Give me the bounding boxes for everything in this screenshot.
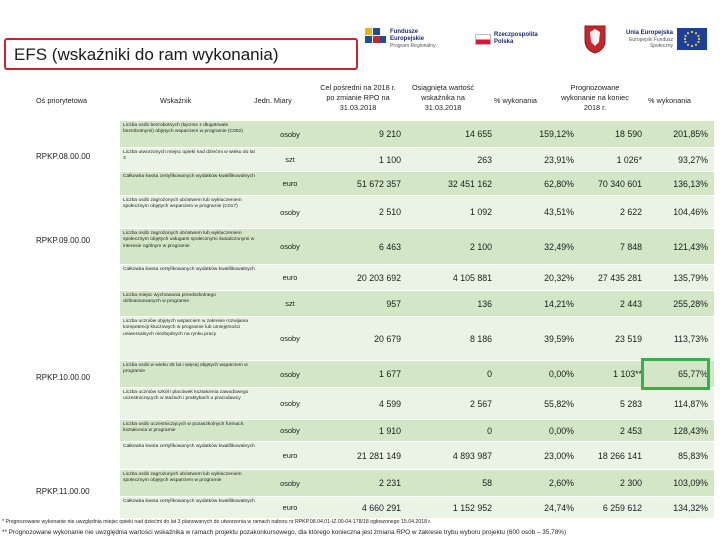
axis-label: RPKP.11.00.00 [36,487,90,496]
achieved-value: 8 186 [469,333,492,344]
header-achieved-l3: 31.03.2018 [424,103,462,112]
target-value: 1 910 [378,425,401,436]
achieved-value: 2 567 [469,398,492,409]
indicator-name: Liczba osób uczestniczących w pozaszkolnych formach kształcenia w programie [123,422,244,434]
indicator-name: Liczba osób zagrożonych ubóstwem lub wykluczeniem społecznym objętych wsparciem w programie (C017) [123,198,242,210]
achieved-value: 4 105 881 [452,272,492,283]
unit-value: euro [282,273,298,282]
table-row [120,290,714,316]
target-value: 20 679 [374,333,401,344]
rp-line2: Polska [494,39,514,45]
indicator-name: Liczba uczniów objętych wsparciem w zakresie rozwijania kompetencji kluczowych w programie lub umiejętności uniwersalnych niezbędnych na rynku pracy [123,319,249,337]
forecast-value: 7 848 [619,241,642,252]
execution-pct: 2,60% [549,478,574,488]
unit-value: osoby [280,426,300,435]
indicator-name: Liczba osób zagrożonych ubóstwem lub wykluczeniem społecznym objętych usługami społecznymi świadczonymi w interesie ogólnym w programie [123,231,255,249]
target-value: 2 231 [378,478,401,488]
header-achieved-l1: Osiągnięta wartość [411,83,475,92]
target-value: 957 [386,298,401,309]
table-row [120,469,714,496]
target-value: 9 210 [378,129,401,139]
indicator-name: Liczba osób bezrobotnych (łącznie z długotrwale bezrobotnymi) objętych wsparciem w programie (C002) [123,123,243,135]
forecast-pct: 134,32% [673,502,708,513]
forecast-value: 1 103** [613,369,642,379]
execution-pct: 32,49% [544,241,574,252]
poland-flag-icon [475,34,491,45]
execution-pct: 62,80% [544,178,574,189]
unit-value: osoby [280,334,300,343]
forecast-pct: 114,87% [673,398,708,409]
header-forecast [552,83,638,113]
rzeczpospolita-logo [475,22,567,56]
unia-europejska-logo [623,22,710,56]
target-value: 20 203 692 [356,272,401,283]
achieved-value: 263 [477,154,492,165]
eu-flag-icon [677,28,707,50]
forecast-value: 2 300 [619,478,642,488]
target-value: 21 281 149 [356,450,401,461]
achieved-value: 1 152 952 [452,502,492,513]
target-value: 1 677 [378,369,401,379]
forecast-pct: 136,13% [673,178,708,189]
region-emblem-logo [577,22,613,56]
unit-value: osoby [280,478,300,488]
execution-pct: 23,00% [544,450,574,461]
header-target [312,83,404,113]
rp-line1: Rzeczpospolita [494,32,538,38]
forecast-value: 18 590 [615,129,642,139]
forecast-value: 18 266 141 [597,450,642,461]
execution-pct: 159,12% [539,129,574,139]
execution-pct: 14,21% [544,298,574,309]
indicator-name: Całkowita kwota certyfikowanych wydatków kwalifikowalnych [123,444,255,449]
header-unit: Jedn. Miary [254,96,292,105]
header-forecast-l3: 2018 r. [583,103,607,112]
target-value: 1 100 [378,154,401,165]
achieved-value: 0 [487,369,492,379]
achieved-value: 58 [482,478,492,488]
table-row [120,419,714,441]
page-title: EFS (wskaźniki do ram wykonania) [4,38,358,70]
highlight-box [641,358,710,390]
fundusze-europejskie-logo [365,22,457,56]
target-value: 4 599 [378,398,401,409]
table-row [120,120,714,147]
forecast-pct: 128,43% [673,425,708,436]
unit-value: osoby [280,207,300,217]
indicator-name: Całkowita kwota certyfikowanych wydatków kwalifikowalnych [123,174,255,179]
table-row [120,228,714,264]
header-pct1: % wykonania [494,96,537,105]
unit-value: osoby [280,369,300,379]
header-pct2: % wykonania [648,96,691,105]
indicator-name: Liczba osób w wieku 25 lat i więcej objętych wsparciem w programie [123,363,248,375]
forecast-value: 27 435 281 [597,272,642,283]
execution-pct: 20,32% [544,272,574,283]
table-row [120,360,714,387]
header-achieved [402,83,484,113]
indicator-name: Całkowita kwota certyfikowanych wydatków kwalifikowalnych [123,499,255,504]
forecast-value: 2 622 [619,207,642,217]
forecast-value: 2 453 [619,425,642,436]
forecast-pct: 255,28% [673,298,708,309]
table-row [120,496,714,518]
table-row [120,195,714,228]
indicator-name: Liczba uczniów szkół i placówek kształcenia zawodowego uczestniczących w stażach i praktykach u pracodawcy [123,390,249,402]
fe-star-icon [365,28,387,50]
forecast-pct: 85,83% [678,450,708,461]
header-target-l3: 31.03.2018 [339,103,377,112]
unit-value: osoby [280,399,300,408]
table-row [120,316,714,360]
achieved-value: 14 655 [465,129,492,139]
forecast-value: 2 443 [619,298,642,309]
forecast-pct: 201,85% [673,129,708,139]
achieved-value: 0 [487,425,492,436]
header-forecast-l2: wykonanie na koniec [561,93,629,102]
forecast-value: 6 259 612 [602,502,642,513]
unit-value: osoby [280,129,300,139]
header-indicator: Wskaźnik [160,96,192,105]
achieved-value: 1 092 [469,207,492,217]
forecast-pct: 93,27% [678,154,708,165]
fe-sub: Program Regionalny [390,43,436,49]
table-row [120,264,714,290]
execution-pct: 55,82% [544,398,574,409]
forecast-pct: 103,09% [673,478,708,488]
fe-line2: Europejskie [390,36,425,42]
axis-label: RPKP.08.00.00 [36,152,91,161]
forecast-value: 5 283 [619,398,642,409]
footnote-2: ** Prognozowane wykonanie nie uwzględnia wartości wskaźnika w ramach projektu pozakonkursowego, dla którego konieczna jest zmiana RPO w zakresie trybu wyboru projektu (600 osób – 35,78%) [2,529,567,536]
unit-value: euro [282,503,298,512]
achieved-value: 4 893 987 [452,450,492,461]
target-value: 6 463 [378,241,401,252]
forecast-pct: 135,79% [673,272,708,283]
forecast-value: 23 519 [615,333,642,344]
execution-pct: 23,91% [544,154,574,165]
execution-pct: 24,74% [544,502,574,513]
achieved-value: 32 451 162 [447,178,492,189]
table-row [120,171,714,195]
target-value: 51 672 357 [356,178,401,189]
ue-sub1: Europejski Fundusz [629,36,674,43]
logo-bar [365,22,710,56]
execution-pct: 0,00% [549,369,574,379]
execution-pct: 39,59% [544,333,574,344]
unit-value: osoby [280,242,300,251]
axis-label: RPKP.09.00.00 [36,236,91,245]
indicator-name: Całkowita kwota certyfikowanych wydatków kwalifikowalnych [123,267,255,272]
ue-sub2: Społeczny [649,42,674,49]
axis-label: RPKP.10.00.00 [36,373,91,382]
footnote-1: * Prognozowane wykonanie nie uwzględnia miejsc opieki nad dziećmi do lat 3 planowanych do utworzenia w ramach naboru nr RPKP.08.04.01-IZ.00-04-178/18 ogłoszonego 15.04.2018 r. [2,519,432,525]
header-forecast-l1: Prognozowane [570,83,620,92]
achieved-value: 136 [477,298,492,309]
forecast-value: 70 340 601 [597,178,642,189]
target-value: 4 660 291 [361,502,401,513]
achieved-value: 2 100 [469,241,492,252]
fe-line1: Fundusze [390,29,418,35]
indicator-name: Liczba utworzonych miejsc opieki nad dziećmi w wieku do lat 3 [123,150,255,162]
header-achieved-l2: wskaźnika na [421,93,465,102]
forecast-pct: 113,73% [673,333,708,344]
unit-value: szt [285,155,295,164]
indicator-name: Liczba osób zagrożonych ubóstwem lub wykluczeniem społecznym objętych wsparciem w programie [123,472,242,484]
header-target-l1: Cel pośredni na 2018 r. [320,83,396,92]
table-row [120,147,714,171]
unit-value: euro [282,451,298,460]
forecast-pct: 121,43% [673,241,708,252]
indicator-name: Liczba miejsc wychowania przedszkolnego dofinansowanych w programie [123,293,216,305]
unit-value: euro [282,179,298,188]
ue-line1: Unia Europejska [626,29,674,36]
header-axis: Oś priorytetowa [36,96,88,105]
target-value: 2 510 [378,207,401,217]
coat-of-arms-icon [583,24,607,54]
table-row [120,387,714,419]
execution-pct: 0,00% [549,425,574,436]
unit-value: szt [285,299,295,308]
forecast-pct: 65,77% [678,369,708,379]
table-row [120,441,714,469]
execution-pct: 43,51% [544,207,574,217]
forecast-value: 1 026* [616,154,642,165]
forecast-pct: 104,46% [673,207,708,217]
header-target-l2: po zmianie RPO na [326,93,390,102]
